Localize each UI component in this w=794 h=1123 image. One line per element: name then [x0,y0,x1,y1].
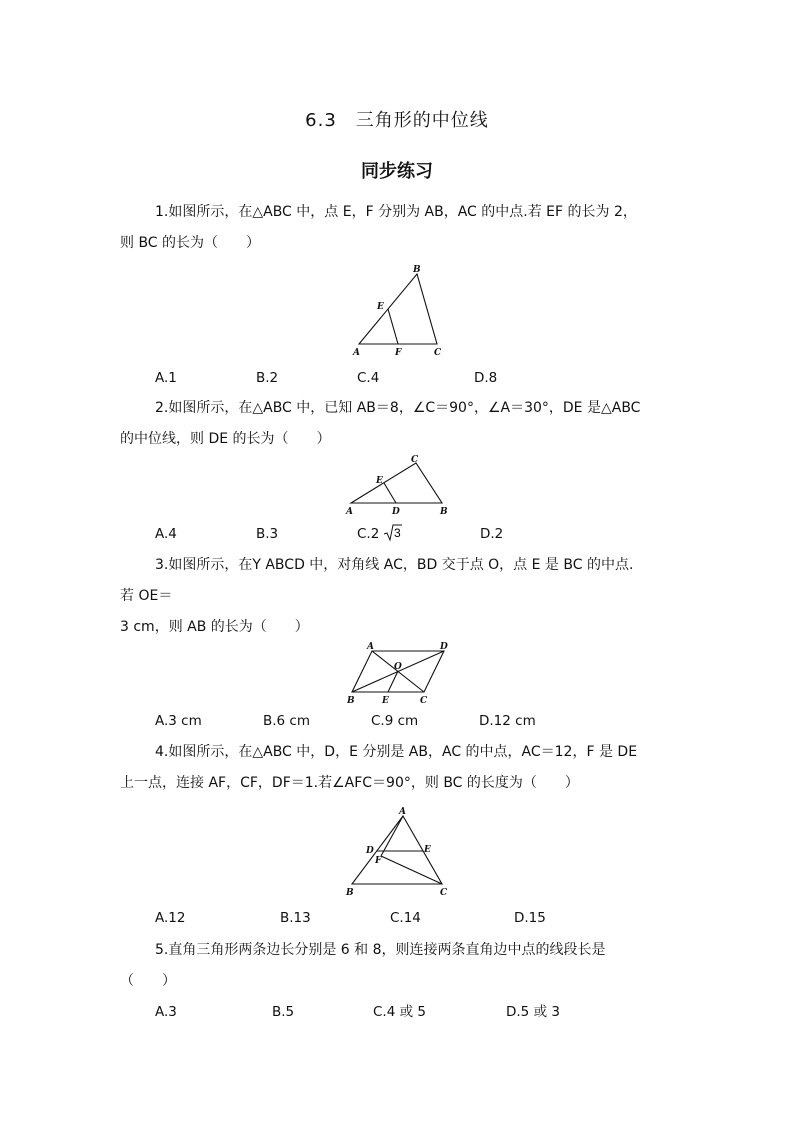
q4-text-line-2: 上一点，连接 AF，CF，DF＝1.若∠AFC＝90°，则 BC 的长度为（ ） [120,775,579,791]
q4-option-a[interactable]: A.12 [155,910,186,926]
q3-parallelogram-figure [340,640,460,708]
q4-segment-af [381,816,403,856]
q1-label-c: C [434,348,442,358]
q5-text-line-1: 5.直角三角形两条边长分别是 6 和 8，则连接两条直角边中点的线段长是 [155,942,606,958]
q2-option-d[interactable]: D.2 [480,526,504,542]
q3-text-line-3: 3 cm，则 AB 的长为（ ） [120,619,309,635]
q1-text-line-1: 1.如图所示，在△ABC 中，点 E，F 分别为 AB，AC 的中点.若 EF 的长为 2， [155,204,637,220]
q4-option-c[interactable]: C.14 [390,910,421,926]
q1-triangle-figure [345,262,455,362]
q3-text-line-1: 3.如图所示，在Y ABCD 中，对角线 AC，BD 交于点 O，点 E 是 BC 的中点. [155,557,634,573]
q3-text-line-2: 若 OE＝ [120,588,173,604]
q3-label-d: D [440,642,448,652]
sqrt-symbol [384,524,402,544]
q3-option-d[interactable]: D.12 cm [479,713,536,729]
q2-option-c-prefix: C.2 [357,526,380,542]
q2-text-line-1: 2.如图所示，在△ABC 中，已知 AB＝8，∠C＝90°，∠A＝30°，DE 是△ABC [155,400,641,416]
q3-label-c: C [420,696,428,706]
q4-label-b: B [346,888,354,898]
q1-option-b[interactable]: B.2 [256,370,279,386]
page-subtitle: 同步练习 [361,161,433,182]
q1-label-b: B [413,265,421,275]
q1-option-d[interactable]: D.8 [474,370,498,386]
q4-option-d[interactable]: D.15 [514,910,546,926]
q1-option-a[interactable]: A.1 [155,370,177,386]
q2-text-line-2: 的中位线，则 DE 的长为（ ） [120,431,331,447]
q2-triangle-figure [340,453,450,518]
q2-label-a: A [346,507,353,517]
q1-label-a: A [353,348,360,358]
q3-option-b[interactable]: B.6 cm [263,713,311,729]
q2-label-c: C [411,455,419,465]
q3-option-c[interactable]: C.9 cm [371,713,419,729]
q4-label-a: A [399,807,406,817]
q2-option-b[interactable]: B.3 [256,526,279,542]
q1-label-f: F [395,348,402,358]
q2-label-e: E [376,476,383,486]
q4-label-f: F [375,856,382,866]
q3-label-o: O [394,662,402,672]
q5-option-c[interactable]: C.4 或 5 [373,1004,426,1020]
q2-segment-de [384,483,396,503]
q2-option-a[interactable]: A.4 [155,526,177,542]
q3-label-e: E [382,696,389,706]
q4-label-d: D [366,846,374,856]
q4-triangle-figure [340,802,460,902]
q1-label-e: E [377,302,384,312]
q1-option-c[interactable]: C.4 [357,370,380,386]
q2-triangle-abc [351,463,442,503]
q4-option-b[interactable]: B.13 [280,910,311,926]
q4-text-line-1: 4.如图所示，在△ABC 中，D，E 分别是 AB，AC 的中点，AC＝12，F 是 DE [155,744,638,760]
q3-label-b: B [347,696,355,706]
q2-label-b: B [440,507,448,517]
q4-label-e: E [424,845,431,855]
q4-segment-fc [381,856,442,884]
q1-text-line-2: 则 BC 的长为（ ） [120,235,261,251]
q2-option-c[interactable] [357,524,402,544]
q5-option-b[interactable]: B.5 [272,1004,295,1020]
q5-text-line-2: （ ） [120,973,176,989]
q2-option-c-radicand: 3 [393,526,401,540]
q1-segment-ef [388,309,398,344]
q3-label-a: A [367,642,374,652]
page-title: 6.3 三角形的中位线 [305,110,489,131]
q3-option-a[interactable]: A.3 cm [155,713,202,729]
q1-triangle-abc [359,274,437,344]
q2-label-d: D [392,507,400,517]
q4-label-c: C [440,888,448,898]
q5-option-a[interactable]: A.3 [155,1004,177,1020]
q5-option-d[interactable]: D.5 或 3 [506,1004,560,1020]
